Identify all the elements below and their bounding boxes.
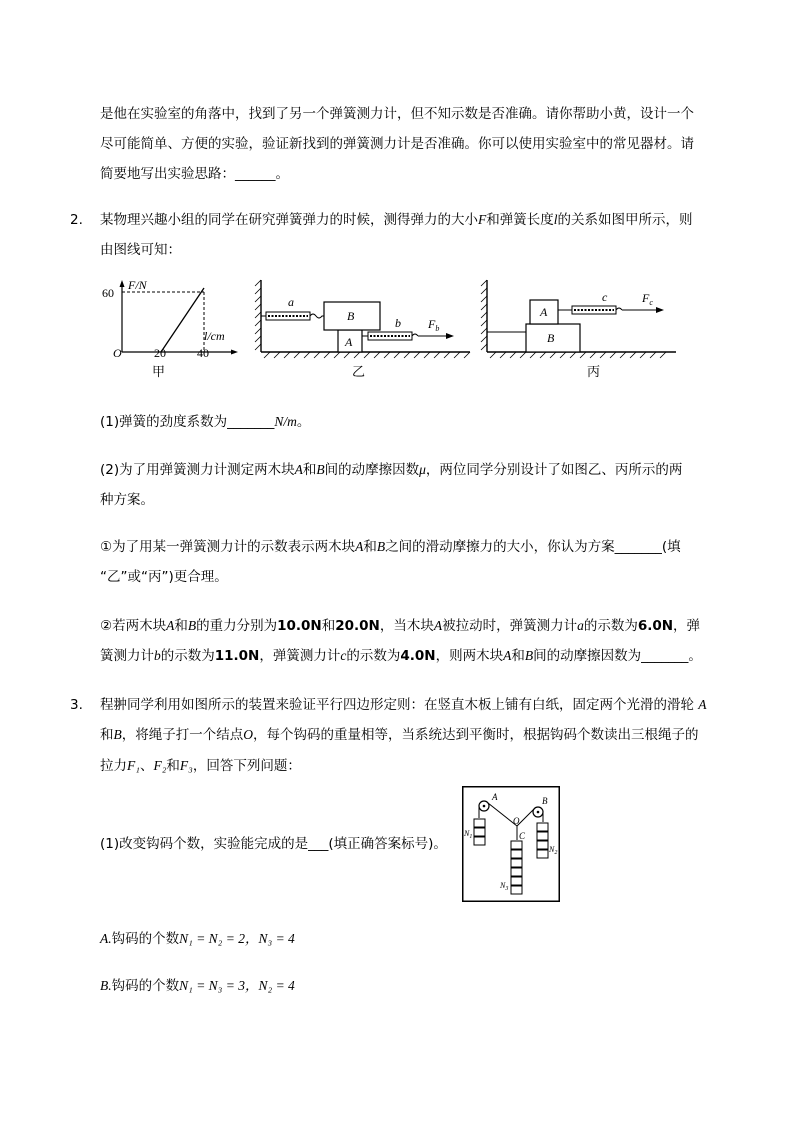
intro-text-2: 尽可能简单、方便的实验，验证新找到的弹簧测力计是否准确。你可以使用实验室中的常见器材。请 (100, 136, 694, 152)
var-A: A (355, 539, 364, 554)
floor-hatching (261, 352, 470, 358)
var-A: A (294, 462, 303, 477)
var-A: A (433, 618, 443, 633)
wall-hatching (255, 280, 261, 352)
weights-N2 (537, 823, 548, 858)
answer-blank: _______ (614, 539, 662, 555)
wall-hatching (481, 280, 487, 352)
graph-line (161, 288, 204, 352)
q2-text: (2)为了用弹簧测力计测定两木块 (100, 462, 295, 478)
var-l: l (553, 212, 558, 227)
q2-text: ②若两木块 (100, 618, 167, 634)
intro-text-3: 简要地写出实验思路： (100, 166, 235, 182)
answer-blank: _______ (641, 648, 689, 664)
caption-jia: 甲 (152, 365, 166, 380)
q3-text: 程翀同学利用如图所示的装置来验证平行四边形定则：在竖直木板上铺有白纸，固定两个光滑的滑轮 (100, 697, 694, 713)
q3-text: 和 (166, 758, 180, 774)
q2-text: 和 (511, 648, 525, 664)
q2-text: (1)弹簧的劲度系数为 (100, 414, 228, 430)
caption-yi: 乙 (352, 365, 366, 380)
floor-hatching (487, 352, 676, 358)
q2-part-2-line-2: 种方案。 (100, 492, 154, 508)
q2-text: 簧测力计 (100, 648, 154, 664)
option-B-label: B. (100, 978, 112, 993)
block-B-label: B (547, 331, 555, 345)
option-A-label: A. (100, 931, 112, 946)
q2-text: 和 (302, 462, 317, 478)
q2-text: 。 (688, 648, 702, 664)
option-A[interactable] (100, 929, 295, 949)
tick-40: 40 (197, 346, 209, 360)
y-axis-arrow (120, 280, 125, 287)
figure-bing-setup (480, 276, 680, 382)
option-A-text: 钩码的个数 (111, 931, 180, 947)
intro-line-3 (100, 164, 289, 184)
figure-jia-graph (100, 276, 240, 382)
question-number-2: 2. (70, 212, 83, 228)
q2-text: ，当木块 (379, 618, 434, 634)
q3-line-1 (100, 695, 707, 715)
q2-sub-1-line-2: “乙”或“丙”)更合理。 (100, 569, 228, 585)
tick-60: 60 (102, 286, 114, 300)
force-Fb-label: $F_b$ (428, 317, 440, 333)
figure-pulley-setup (462, 786, 560, 902)
label-O: O (513, 816, 520, 826)
intro-line-2 (100, 134, 694, 154)
option-B-text: 钩码的个数 (111, 978, 180, 994)
q2-text: 某物理兴趣小组的同学在研究弹簧弹力的时候，测得弹力的大小 (100, 212, 478, 228)
unit-N-per-m: N/m (274, 414, 297, 429)
label-N3: $N_3$ (500, 881, 509, 892)
q2-part-2-line-1 (100, 460, 682, 480)
answer-blank: _______ (227, 414, 275, 430)
q2-text: ，弹簧测力计 (259, 648, 341, 664)
q2-text: 被拉动时，弹簧测力计 (442, 618, 578, 634)
answer-blank: ___ (308, 836, 329, 852)
force-Fc-label: $F_c$ (642, 291, 653, 307)
label-N1: $N_1$ (464, 829, 473, 840)
option-B[interactable] (100, 976, 295, 996)
spring-a-label: a (288, 295, 294, 309)
answer-blank: ______ (235, 166, 276, 182)
option-B-equation: N₁ = N₃ = 3，N₂ = 4 (179, 978, 295, 993)
pulley-B-axle (537, 811, 540, 814)
caption-bing: 丙 (587, 365, 601, 380)
q2-text: 和 (174, 618, 188, 634)
var-B: B (316, 462, 325, 477)
var-B: B (187, 618, 197, 633)
q3-text: 和 (100, 727, 114, 743)
q3-part-1 (100, 834, 447, 854)
var-B: B (376, 539, 386, 554)
q3-line-2 (100, 725, 699, 745)
q3-text: 、 (139, 758, 154, 774)
q2-text: 的示数为 (583, 618, 638, 634)
origin-label: O (113, 346, 122, 360)
q2-text: ，则两木块 (435, 648, 504, 664)
var-c: c (340, 648, 347, 663)
q3-text: (1)改变钩码个数，实验能完成的是 (100, 836, 309, 852)
var-A: A (503, 648, 512, 663)
x-axis-arrow (231, 350, 238, 355)
var-B: B (524, 648, 534, 663)
var-F2: F₂ (153, 758, 167, 773)
var-a: a (577, 618, 584, 633)
q3-text: ，回答下列问题： (192, 758, 301, 774)
value-reading-b: 11.0N (214, 648, 260, 664)
intro-text-3-end: 。 (275, 166, 289, 182)
q2-text: 和 (363, 539, 377, 555)
q2-text: ，弹 (673, 618, 701, 634)
q2-sub-2-line-1 (100, 616, 700, 636)
spring-scale-b (362, 332, 454, 340)
q3-line-3 (100, 756, 301, 776)
block-A-label: A (345, 335, 353, 349)
q2-text: 和弹簧长度 (486, 212, 554, 228)
var-A: A (698, 697, 707, 712)
y-axis-label: F/N (128, 278, 147, 292)
label-C: C (519, 831, 526, 841)
block-A-label: A (540, 305, 548, 319)
var-b: b (154, 648, 161, 663)
q3-text: (填正确答案标号)。 (328, 836, 447, 852)
var-mu: μ (419, 462, 426, 477)
intro-line-1 (100, 104, 694, 124)
block-B-label: B (347, 309, 355, 323)
q2-text: 的重力分别为 (196, 618, 278, 634)
q3-text: ，将绳子打一个结点 (121, 727, 244, 743)
label-A: A (492, 792, 498, 802)
q2-text: 的示数为 (160, 648, 215, 664)
var-F3: F₃ (179, 758, 193, 773)
q3-text: ，每个钩码的重量相等，当系统达到平衡时，根据钩码个数读出三根绳子的 (253, 727, 699, 743)
x-axis-label: l/cm (204, 329, 225, 343)
q2-text: 的示数为 (346, 648, 401, 664)
q2-part-1 (100, 412, 310, 432)
q2-sub-2-line-2 (100, 646, 702, 666)
label-N2: $N_2$ (549, 845, 558, 856)
pulley-A-axle (483, 805, 486, 808)
q2-text: 和 (321, 618, 336, 634)
value-reading-c: 4.0N (400, 648, 436, 664)
value-weight-B: 20.0N (335, 618, 380, 634)
q2-text: (填 (661, 539, 681, 555)
option-A-equation: N₁ = N₂ = 2，N₃ = 4 (179, 931, 295, 946)
intro-text-1: 是他在实验室的角落中，找到了另一个弹簧测力计，但不知示数是否准确。请你帮助小黄，设计一个 (100, 106, 694, 122)
tick-20: 20 (154, 346, 166, 360)
q2-text: 间的动摩擦因数为 (533, 648, 642, 664)
weights-N3 (511, 841, 522, 894)
var-O: O (243, 727, 253, 742)
spring-c-label: c (602, 290, 608, 304)
value-reading-a: 6.0N (637, 618, 674, 634)
figure-yi-setup (254, 276, 474, 382)
q2-text: ，两位同学分别设计了如图乙、丙所示的两 (425, 462, 683, 478)
spring-scale-c (558, 306, 664, 314)
label-B: B (542, 796, 548, 806)
var-F1: F₁ (127, 758, 140, 773)
q2-text: 间的动摩擦因数 (324, 462, 420, 478)
spring-scale-a (261, 312, 324, 320)
value-weight-A: 10.0N (277, 618, 322, 634)
weights-N1 (474, 819, 485, 845)
var-B: B (113, 727, 122, 742)
q2-line-2: 由图线可知： (100, 242, 181, 258)
q2-text: ①为了用某一弹簧测力计的示数表示两木块 (100, 539, 356, 555)
q3-text: 拉力 (100, 758, 127, 774)
question-number-3: 3. (70, 697, 83, 713)
q2-text: 之间的滑动摩擦力的大小，你认为方案 (385, 539, 615, 555)
var-F: F (478, 212, 487, 227)
spring-b-label: b (395, 316, 401, 330)
q2-line-1 (100, 210, 693, 230)
q2-sub-1-line-1 (100, 537, 681, 557)
var-A: A (166, 618, 175, 633)
q2-text: 。 (296, 414, 311, 430)
q2-text: 的关系如图甲所示，则 (557, 212, 693, 228)
